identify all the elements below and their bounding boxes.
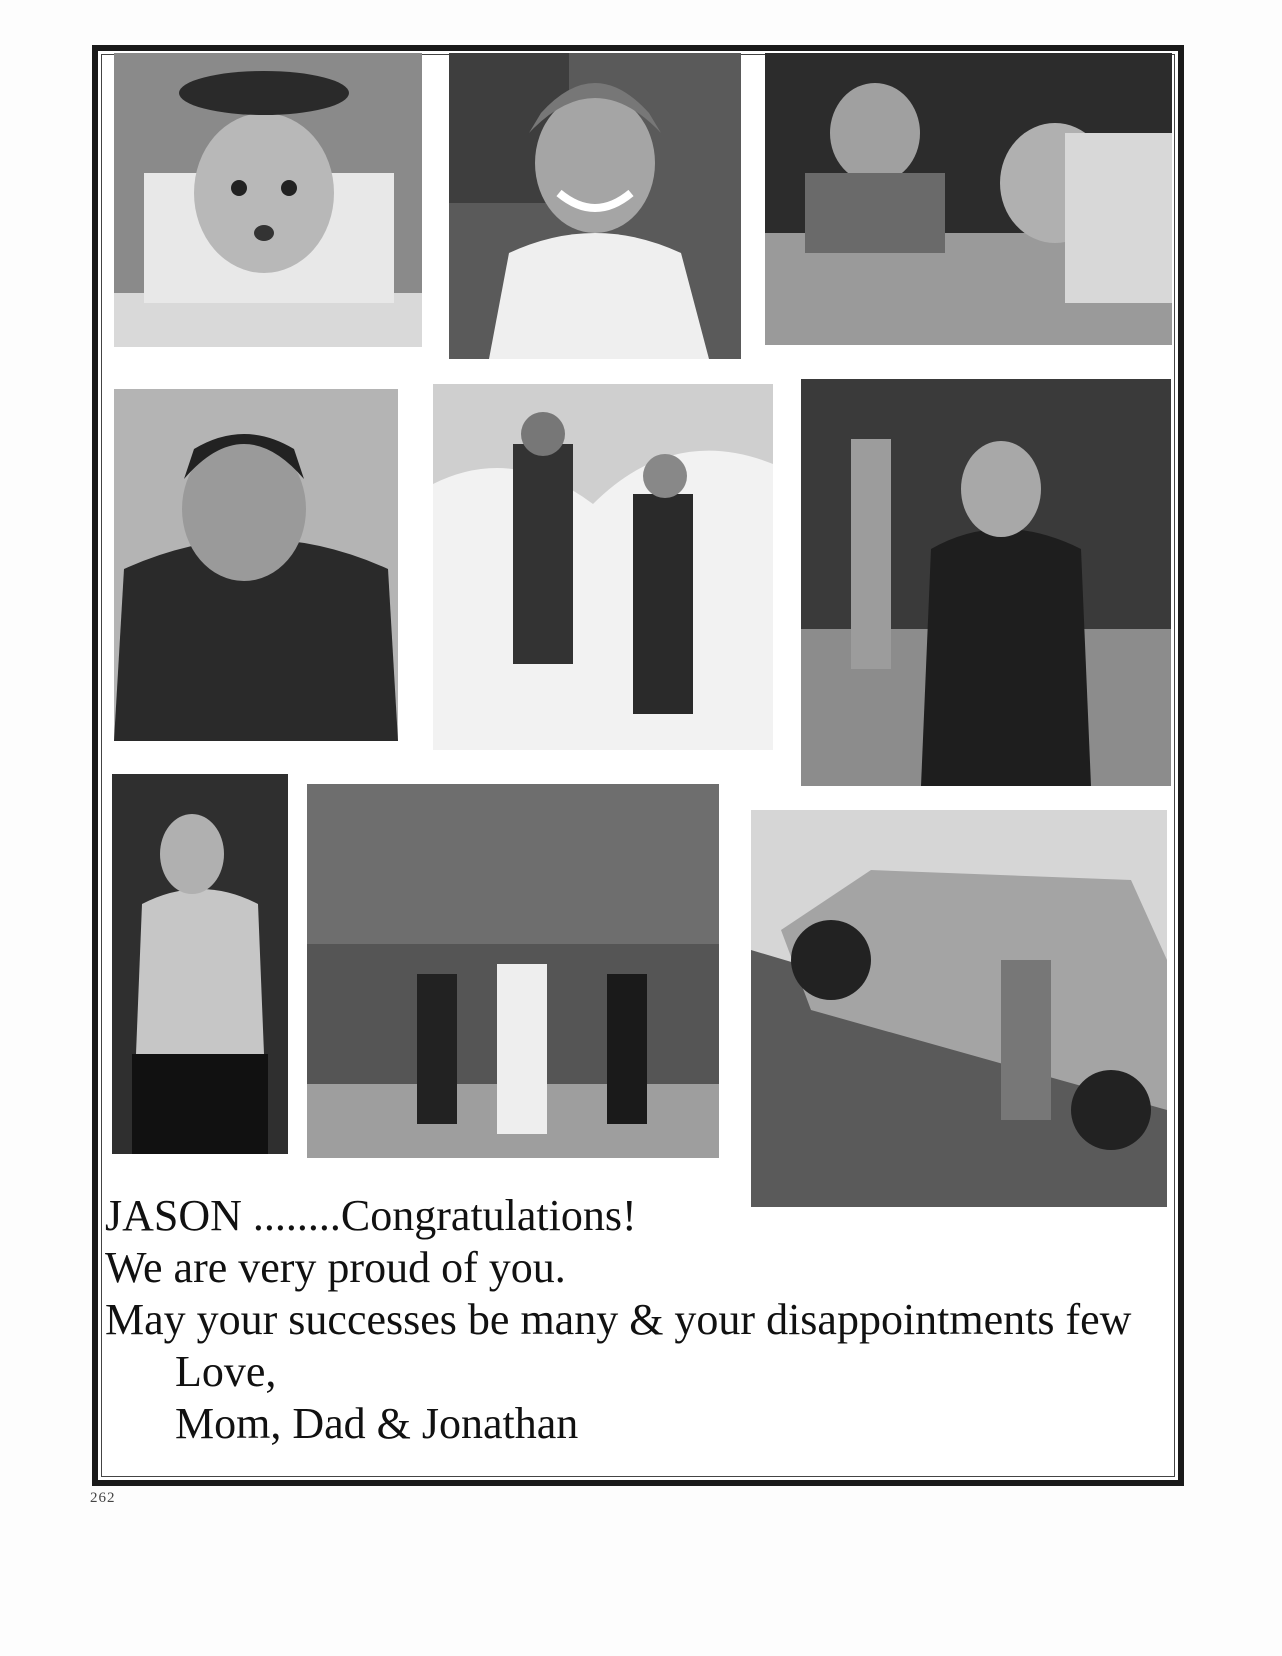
message-line-2: We are very proud of you. xyxy=(105,1243,566,1292)
message-line-5: Mom, Dad & Jonathan xyxy=(175,1399,579,1448)
message-line-1: JASON ........Congratulations! xyxy=(105,1191,637,1240)
toddler-hat-photo xyxy=(449,53,741,359)
boys-in-snow-photo xyxy=(433,384,773,750)
page-number: 262 xyxy=(90,1490,116,1506)
message-line-3: May your successes be many & your disappointments few xyxy=(105,1295,1132,1344)
baby-highchair-photo xyxy=(114,53,422,347)
wrestler-portrait-photo xyxy=(112,774,288,1154)
two-toddlers-floor-photo xyxy=(765,53,1172,345)
message-line-4: Love, xyxy=(175,1347,277,1396)
wrestling-match-photo xyxy=(307,784,719,1158)
boy-portrait-photo xyxy=(114,389,398,741)
boy-hunting-photo xyxy=(801,379,1171,786)
congratulations-message xyxy=(105,1190,1185,1450)
muddy-truck-photo xyxy=(751,810,1167,1207)
